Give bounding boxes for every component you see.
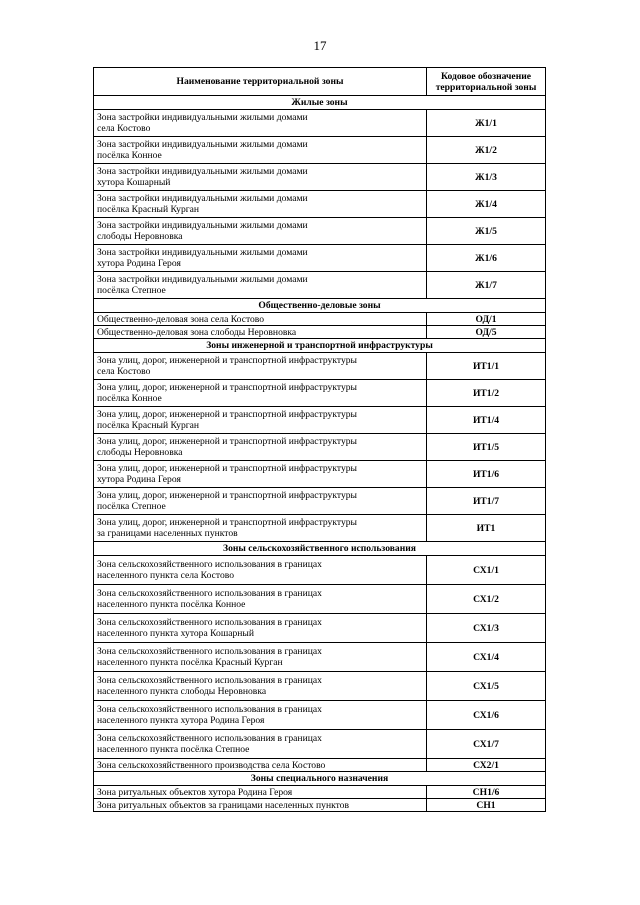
- zone-name-cell: Зона сельскохозяйственного использования в границах населенного пункта хутора Кошарный: [94, 614, 427, 643]
- zone-code-cell: Ж1/3: [427, 164, 546, 191]
- zone-name-cell: Общественно-деловая зона слободы Неровновка: [94, 326, 427, 339]
- zone-name-cell: Зона сельскохозяйственного использования в границах населенного пункта посёлка Конное: [94, 585, 427, 614]
- zone-code-cell: СХ1/1: [427, 556, 546, 585]
- table-row: [94, 191, 546, 218]
- zone-name-cell: Зона улиц, дорог, инженерной и транспортной инфраструктуры посёлка Конное: [94, 380, 427, 407]
- zone-code-cell: ИТ1/6: [427, 461, 546, 488]
- header-zone-name: Наименование территориальной зоны: [94, 68, 427, 96]
- table-row: [94, 730, 546, 759]
- zone-name-cell: Зона сельскохозяйственного использования в границах населенного пункта посёлка Степное: [94, 730, 427, 759]
- zone-code-cell: ИТ1/1: [427, 353, 546, 380]
- section-row: [94, 339, 546, 353]
- table-row: [94, 313, 546, 326]
- table-row: [94, 488, 546, 515]
- table-row: [94, 461, 546, 488]
- table-row: [94, 585, 546, 614]
- table-row: [94, 272, 546, 299]
- zone-code-cell: ИТ1/5: [427, 434, 546, 461]
- table-row: [94, 672, 546, 701]
- zone-code-cell: СХ1/4: [427, 643, 546, 672]
- zone-code-cell: Ж1/2: [427, 137, 546, 164]
- section-row: [94, 542, 546, 556]
- table-row: [94, 245, 546, 272]
- table-header-row: [94, 68, 546, 96]
- zone-name-cell: Зона застройки индивидуальными жилыми домами посёлка Красный Курган: [94, 191, 427, 218]
- zone-name-cell: Зона сельскохозяйственного использования в границах населенного пункта посёлка Красный Курган: [94, 643, 427, 672]
- zone-code-cell: Ж1/6: [427, 245, 546, 272]
- zone-code-cell: ИТ1/2: [427, 380, 546, 407]
- section-row: [94, 299, 546, 313]
- zone-name-cell: Зона улиц, дорог, инженерной и транспортной инфраструктуры села Костово: [94, 353, 427, 380]
- section-title: Зоны сельскохозяйственного использования: [94, 542, 546, 556]
- table-row: [94, 515, 546, 542]
- table-row: [94, 353, 546, 380]
- header-zone-code: Кодовое обозначение территориальной зоны: [427, 68, 546, 96]
- zone-name-cell: Зона застройки индивидуальными жилыми домами посёлка Конное: [94, 137, 427, 164]
- table-row: [94, 786, 546, 799]
- table-row: [94, 218, 546, 245]
- table-row: [94, 701, 546, 730]
- table-row: [94, 434, 546, 461]
- zone-name-cell: Зона улиц, дорог, инженерной и транспортной инфраструктуры слободы Неровновка: [94, 434, 427, 461]
- table-row: [94, 326, 546, 339]
- zone-code-cell: СХ1/3: [427, 614, 546, 643]
- section-title: Зоны инженерной и транспортной инфраструктуры: [94, 339, 546, 353]
- table-row: [94, 407, 546, 434]
- section-row: [94, 96, 546, 110]
- table-row: [94, 556, 546, 585]
- zone-name-cell: Зона ритуальных объектов хутора Родина Героя: [94, 786, 427, 799]
- zone-name-cell: Зона ритуальных объектов за границами населенных пунктов: [94, 799, 427, 812]
- zone-code-cell: СН1: [427, 799, 546, 812]
- table-row: [94, 799, 546, 812]
- zone-name-cell: Зона сельскохозяйственного использования в границах населенного пункта села Костово: [94, 556, 427, 585]
- table-row: [94, 164, 546, 191]
- zone-code-cell: СХ1/2: [427, 585, 546, 614]
- section-title: Общественно-деловые зоны: [94, 299, 546, 313]
- territorial-zones-table: [93, 67, 546, 812]
- section-title: Жилые зоны: [94, 96, 546, 110]
- zone-name-cell: Зона застройки индивидуальными жилыми домами хутора Кошарный: [94, 164, 427, 191]
- zone-code-cell: Ж1/5: [427, 218, 546, 245]
- zone-name-cell: Зона улиц, дорог, инженерной и транспортной инфраструктуры хутора Родина Героя: [94, 461, 427, 488]
- table-row: [94, 110, 546, 137]
- zone-name-cell: Зона застройки индивидуальными жилыми домами посёлка Степное: [94, 272, 427, 299]
- zone-name-cell: Зона сельскохозяйственного использования в границах населенного пункта слободы Неровновка: [94, 672, 427, 701]
- table-row: [94, 643, 546, 672]
- zone-name-cell: Зона застройки индивидуальными жилыми домами села Костово: [94, 110, 427, 137]
- zone-code-cell: ИТ1: [427, 515, 546, 542]
- zone-name-cell: Зона улиц, дорог, инженерной и транспортной инфраструктуры посёлка Красный Курган: [94, 407, 427, 434]
- page-number: 17: [313, 38, 327, 53]
- zone-code-cell: Ж1/1: [427, 110, 546, 137]
- table-row: [94, 380, 546, 407]
- zone-code-cell: ИТ1/7: [427, 488, 546, 515]
- zone-code-cell: Ж1/4: [427, 191, 546, 218]
- table-body: [94, 96, 546, 812]
- zone-name-cell: Зона улиц, дорог, инженерной и транспортной инфраструктуры за границами населенных пунктов: [94, 515, 427, 542]
- zone-code-cell: СХ2/1: [427, 759, 546, 772]
- zone-name-cell: Зона сельскохозяйственного производства села Костово: [94, 759, 427, 772]
- table-row: [94, 759, 546, 772]
- section-title: Зоны специального назначения: [94, 772, 546, 786]
- zone-code-cell: СХ1/6: [427, 701, 546, 730]
- zone-code-cell: ОД/5: [427, 326, 546, 339]
- table-row: [94, 614, 546, 643]
- zone-code-cell: ИТ1/4: [427, 407, 546, 434]
- zone-name-cell: Зона улиц, дорог, инженерной и транспортной инфраструктуры посёлка Степное: [94, 488, 427, 515]
- zone-name-cell: Зона застройки индивидуальными жилыми домами хутора Родина Героя: [94, 245, 427, 272]
- zone-code-cell: Ж1/7: [427, 272, 546, 299]
- zone-name-cell: Зона застройки индивидуальными жилыми домами слободы Неровновка: [94, 218, 427, 245]
- zone-name-cell: Общественно-деловая зона села Костово: [94, 313, 427, 326]
- table-row: [94, 137, 546, 164]
- zone-code-cell: СХ1/7: [427, 730, 546, 759]
- section-row: [94, 772, 546, 786]
- zone-code-cell: СХ1/5: [427, 672, 546, 701]
- zone-name-cell: Зона сельскохозяйственного использования в границах населенного пункта хутора Родина Героя: [94, 701, 427, 730]
- zone-code-cell: СН1/6: [427, 786, 546, 799]
- zone-code-cell: ОД/1: [427, 313, 546, 326]
